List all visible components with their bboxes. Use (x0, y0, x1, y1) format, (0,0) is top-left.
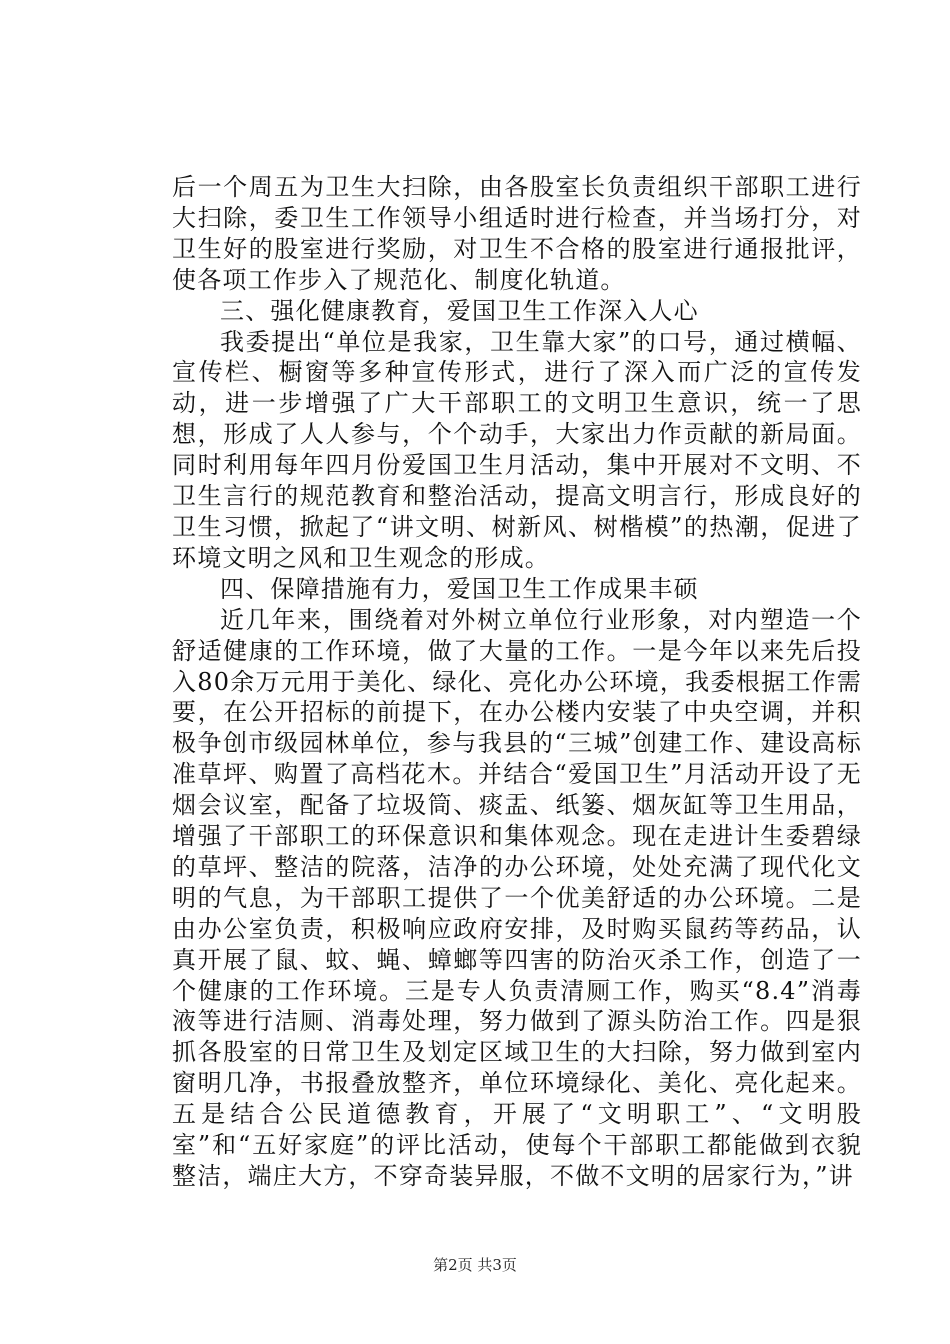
paragraph-safeguard-measures: 近几年来，围绕着对外树立单位行业形象，对内塑造一个舒适健康的工作环境，做了大量的工作。一是今年以来先后投入80余万元用于美化、绿化、亮化办公环境，我委根据工作需要，在公开招标的前提下，在办公楼内安装了中央空调，并积极争创市级园林单位，参与我县的“三城”创建工作、建设高标准草坪、购置了高档花木。并结合“爱国卫生”月活动开设了无烟会议室，配备了垃圾筒、痰盂、纸篓、烟灰缸等卫生用品，增强了干部职工的环保意识和集体观念。现在走进计生委碧绿的草坪、整洁的院落，洁净的办公环境，处处充满了现代化文明的气息，为干部职工提供了一个优美舒适的办公环境。二是由办公室负责，积极响应政府安排，及时购买鼠药等药品，认真开展了鼠、蚊、蝇、蟑螂等四害的防治灭杀工作，创造了一个健康的工作环境。三是专人负责清厕工作，购买“8.4”消毒液等进行洁厕、消毒处理，努力做到了源头防治工作。四是狠抓各股室的日常卫生及划定区域卫生的大扫除，努力做到室内窗明几净，书报叠放整齐，单位环境绿化、美化、亮化起来。五是结合公民道德教育，开展了“文明职工”、“文明股室”和“五好家庭”的评比活动，使每个干部职工都能做到衣貌整洁，端庄大方，不穿奇装异服，不做不文明的居家行为，”讲 (172, 605, 862, 1190)
document-body (172, 172, 862, 1192)
page-number-footer: 第2页 共3页 (433, 1256, 517, 1274)
paragraph-continuation: 后一个周五为卫生大扫除，由各股室长负责组织干部职工进行大扫除，委卫生工作领导小组适时进行检查，并当场打分，对卫生好的股室进行奖励，对卫生不合格的股室进行通报批评，使各项工作步入了规范化、制度化轨道。 (172, 173, 862, 294)
section-heading-4: 四、保障措施有力，爱国卫生工作成果丰硕 (220, 574, 699, 603)
section-heading-3: 三、强化健康教育，爱国卫生工作深入人心 (220, 296, 699, 325)
paragraph-health-education: 我委提出“单位是我家，卫生靠大家”的口号，通过横幅、宣传栏、橱窗等多种宣传形式，进行了深入而广泛的宣传发动，进一步增强了广大干部职工的文明卫生意识，统一了思想，形成了人人参与，个个动手，大家出力作贡献的新局面。同时利用每年四月份爱国卫生月活动，集中开展对不文明、不卫生言行的规范教育和整治活动，提高文明言行，形成良好的卫生习惯，掀起了“讲文明、树新风、树楷模”的热潮，促进了环境文明之风和卫生观念的形成。 (172, 327, 862, 572)
